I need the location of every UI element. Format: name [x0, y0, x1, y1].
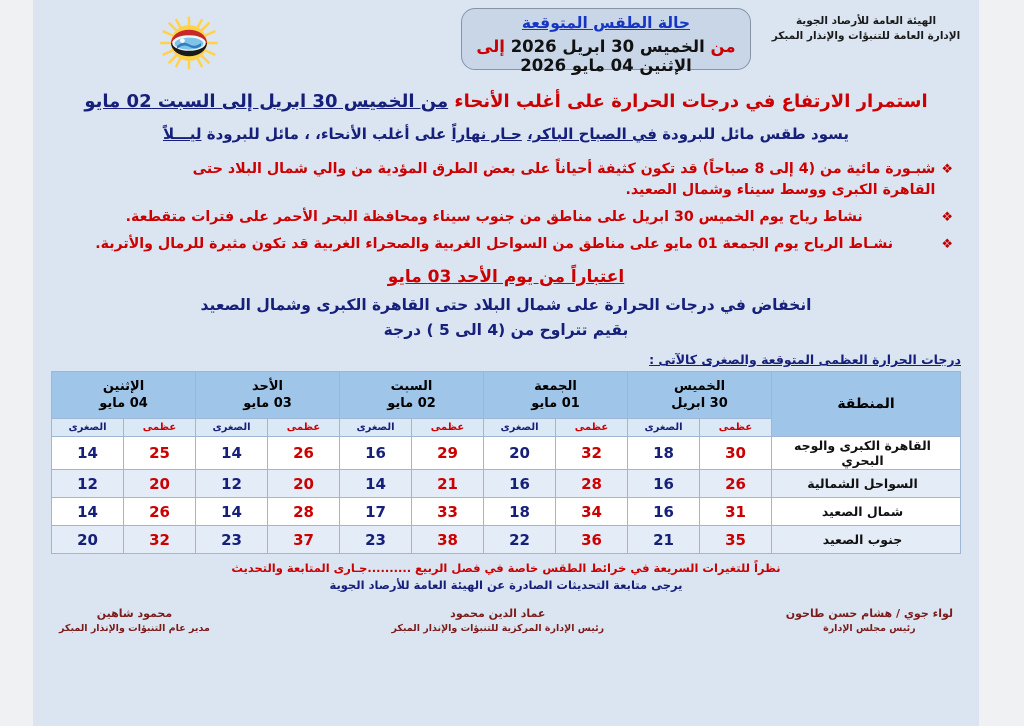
subheader-max-3: عظمى: [268, 419, 340, 437]
agency-line-2: الإدارة العامة للتنبؤات والإنذار المبكر: [771, 30, 961, 42]
temp-max: 26: [268, 437, 340, 470]
egypt-meteorological-authority-logo: [153, 14, 225, 72]
region-name: شمال الصعيد: [772, 498, 961, 526]
temp-max: 28: [268, 498, 340, 526]
subheader-max-0: عظمى: [700, 419, 772, 437]
bullet-line-1: نشـاط الرياح يوم الجمعة 01 مايو على مناطق من السواحل الغربية والصحراء الغربية قد تكون مثيرة للرمال والأتربة.: [95, 236, 894, 252]
list-item: [53, 234, 953, 255]
document-page: [33, 0, 979, 726]
temp-min: 16: [484, 470, 556, 498]
temp-min: 20: [52, 526, 124, 554]
bullet-marker-icon: ❖: [941, 237, 953, 252]
bullet-marker-icon: ❖: [941, 210, 953, 225]
summary-line-1-navy: من الخميس 30 ابريل إلى السبت 02 مايو: [84, 91, 449, 112]
temp-max: 26: [700, 470, 772, 498]
table-caption: درجات الحرارة العظمى المتوقعة والصغرى كالآتى :: [649, 352, 961, 367]
midsection-line-2: بقيم تتراوح من (4 الى 5 ) درجة: [383, 321, 629, 339]
temp-max: 20: [124, 470, 196, 498]
temp-min: 16: [628, 498, 700, 526]
summary-line-2-seg1: مائل للبرودة: [662, 125, 755, 143]
temp-min: 14: [196, 498, 268, 526]
temp-min: 12: [196, 470, 268, 498]
subheader-max-2: عظمى: [412, 419, 484, 437]
signature-2: [786, 606, 953, 636]
list-item: [53, 207, 953, 228]
summary-line-2: [47, 121, 965, 147]
temp-max: 20: [268, 470, 340, 498]
list-item: [53, 159, 953, 201]
bullet-marker-icon: ❖: [941, 162, 953, 177]
subheader-min-0: الصغرى: [628, 419, 700, 437]
subheader-max-4: عظمى: [124, 419, 196, 437]
day-date: 03 مايو: [243, 396, 292, 411]
temp-min: 12: [52, 470, 124, 498]
column-header-day-2: [340, 372, 484, 419]
table-head: [52, 372, 961, 437]
date-range-from: الخميس 30 ابريل 2026: [510, 37, 705, 56]
summary-line-1: [47, 88, 965, 115]
footer-note-navy: يرجى متابعة التحديثات الصادرة عن الهيئة العامة للأرصاد الجوية: [329, 578, 683, 592]
summary-section: [33, 88, 979, 343]
temp-max: 35: [700, 526, 772, 554]
temp-min: 23: [340, 526, 412, 554]
temp-max: 25: [124, 437, 196, 470]
midsection-heading: اعتباراً من يوم الأحد 03 مايو: [387, 267, 625, 287]
region-name: السواحل الشمالية: [772, 470, 961, 498]
temp-max: 34: [556, 498, 628, 526]
subheader-min-3: الصغرى: [196, 419, 268, 437]
subheader-min-4: الصغرى: [52, 419, 124, 437]
region-name: القاهرة الكبرى والوجه البحري: [772, 437, 961, 470]
bullet-line-1: نشاط رياح يوم الخميس 30 ابريل على مناطق من جنوب سيناء ومحافظة البحر الأحمر على فترات متقطعة.: [125, 209, 863, 225]
signature-0: [59, 606, 210, 636]
temp-min: 18: [484, 498, 556, 526]
column-header-day-3: [196, 372, 340, 419]
forecast-date-range: [462, 37, 750, 75]
forecast-table-wrap: [33, 371, 979, 554]
table-row: [52, 437, 961, 470]
agency-name: [761, 14, 971, 44]
subheader-max-1: عظمى: [556, 419, 628, 437]
signature-name: لواء جوي / هشام حسن طاحون: [785, 607, 953, 620]
temp-min: 18: [628, 437, 700, 470]
table-row: [52, 526, 961, 554]
day-name: الإثنين: [102, 379, 145, 394]
subheader-min-1: الصغرى: [484, 419, 556, 437]
temp-min: 23: [196, 526, 268, 554]
temp-max: 36: [556, 526, 628, 554]
signature-name: عماد الدين محمود: [450, 607, 546, 620]
midsection-body: [47, 293, 965, 343]
temp-max: 29: [412, 437, 484, 470]
day-date: 02 مايو: [387, 396, 436, 411]
summary-line-2-seg4: على أغلب الأنحاء، ،: [304, 125, 447, 143]
column-header-day-0: [628, 372, 772, 419]
day-name: الجمعة: [534, 379, 577, 394]
temp-max: 32: [556, 437, 628, 470]
signature-name: محمود شاهين: [96, 607, 173, 620]
temp-max: 21: [412, 470, 484, 498]
temp-max: 33: [412, 498, 484, 526]
bullet-line-2: القاهرة الكبرى ووسط سيناء وشمال الصعيد.: [625, 182, 936, 198]
temp-min: 20: [484, 437, 556, 470]
temp-min: 14: [196, 437, 268, 470]
temp-max: 28: [556, 470, 628, 498]
subheader-min-2: الصغرى: [340, 419, 412, 437]
day-name: الخميس: [673, 379, 726, 394]
bullet-text: [53, 207, 935, 228]
day-name: السبت: [390, 379, 433, 394]
day-date: 30 ابريل: [671, 396, 728, 411]
day-date: 04 مايو: [99, 396, 148, 411]
document-header: [33, 0, 979, 86]
summary-line-2-seg3: حـار نهاراً: [451, 125, 522, 143]
table-caption-wrap: [33, 343, 979, 371]
signature-role: مدير عام التنبؤات والإنذار المبكر: [59, 623, 210, 634]
midsection-line-1: انخفاض في درجات الحرارة على شمال البلاد حتى القاهرة الكبرى وشمال الصعيد: [200, 296, 812, 314]
table-body: [52, 437, 961, 554]
bullet-list: [47, 159, 965, 255]
temp-min: 16: [340, 437, 412, 470]
bullet-text: [53, 159, 935, 201]
temp-min: 17: [340, 498, 412, 526]
signature-role: رئيس الإدارة المركزية للتنبؤات والإنذار المبكر: [391, 623, 605, 634]
temp-min: 14: [52, 498, 124, 526]
forecast-title-box: [461, 8, 751, 75]
temp-min: 22: [484, 526, 556, 554]
temp-max: 38: [412, 526, 484, 554]
temp-min: 14: [52, 437, 124, 470]
summary-line-2-seg2: في الصباح الباكر،: [527, 125, 657, 143]
temp-min: 14: [340, 470, 412, 498]
column-header-region: المنطقة: [772, 372, 961, 437]
page-title: حالة الطقس المتوقعة: [521, 14, 691, 32]
table-row: [52, 498, 961, 526]
signature-role: رئيس مجلس الإدارة: [823, 623, 916, 634]
temp-max: 31: [700, 498, 772, 526]
temp-min: 16: [628, 470, 700, 498]
summary-line-2-seg5: مائل للبرودة: [206, 125, 299, 143]
temp-max: 32: [124, 526, 196, 554]
signature-block: [33, 606, 979, 636]
temp-min: 21: [628, 526, 700, 554]
summary-line-2-prefix: يسود طقس: [759, 125, 850, 143]
summary-line-2-seg6: ليـــلاً: [162, 125, 202, 143]
date-range-prefix: من: [710, 37, 736, 56]
region-name: جنوب الصعيد: [772, 526, 961, 554]
forecast-table: [51, 371, 961, 554]
bullet-text: [53, 234, 935, 255]
column-header-day-1: [484, 372, 628, 419]
date-range-to: الإثنين 04 مايو 2026: [520, 56, 692, 75]
bullet-line-1: شبـورة مائية من (4 إلى 8 صباحاً) قد تكون كثيفة أحياناً على بعض الطرق المؤدية من والي شمال البلاد حتى: [192, 161, 936, 177]
temp-max: 37: [268, 526, 340, 554]
temp-max: 30: [700, 437, 772, 470]
date-range-to-word: إلى: [476, 37, 505, 56]
agency-line-1: الهيئة العامة للأرصاد الجوية: [795, 15, 937, 27]
table-header-row-days: [52, 372, 961, 419]
column-header-day-4: [52, 372, 196, 419]
summary-line-1-red: استمرار الارتفاع في درجات الحرارة على أغلب الأنحاء: [454, 91, 928, 112]
day-date: 01 مايو: [531, 396, 580, 411]
footer-note-red: نظراً للتغيرات السريعة في خرائط الطقس خاصة في فصل الربيع ..........جـارى المتابعة والتحديث: [231, 561, 781, 575]
day-name: الأحد: [251, 379, 283, 394]
temp-max: 26: [124, 498, 196, 526]
table-row: [52, 470, 961, 498]
signature-1: [391, 606, 604, 636]
